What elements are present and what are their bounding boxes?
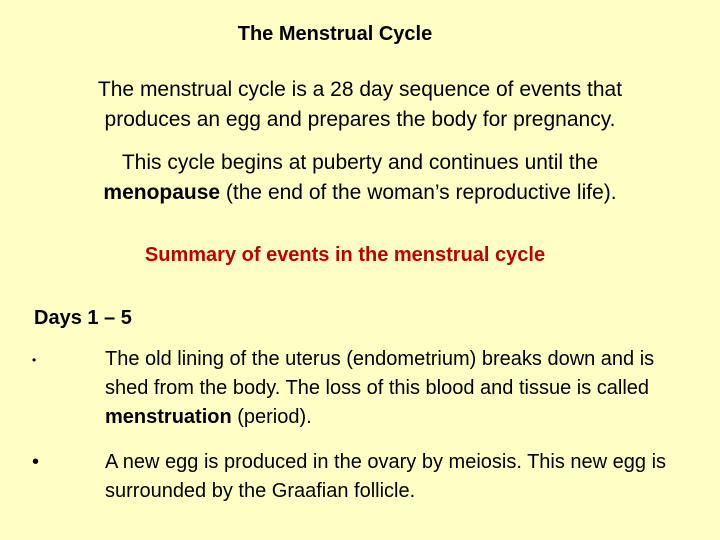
menopause-term: menopause [103, 181, 221, 204]
intro-paragraph [10, 75, 710, 135]
bullet-1-text-before: The old lining of the uterus (endometrium) breaks down and is shed from the body. The loss of this blood and tissue is called [105, 348, 655, 399]
summary-heading: Summary of events in the menstrual cycle [144, 244, 546, 266]
bullet-text-1 [105, 345, 685, 432]
bullet-marker-1 [32, 343, 36, 375]
bullet-text-2: A new egg is produced in the ovary by meiosis. This new egg is surrounded by the Graafian follicle. [105, 451, 667, 502]
bullet-1-text-after: (period). [231, 406, 312, 428]
cycle-line-1: This cycle begins at puberty and continues until the [121, 151, 599, 174]
intro-line-2: produces an egg and prepares the body for pregnancy. [104, 108, 616, 131]
bullet-dot: • [32, 353, 37, 367]
page-title: The Menstrual Cycle [237, 23, 433, 45]
bullet-dot: • [32, 451, 40, 473]
intro-line-1: The menstrual cycle is a 28 day sequence of events that [97, 78, 623, 101]
menstruation-term: menstruation [105, 406, 232, 428]
section-heading-days: Days 1 – 5 [34, 307, 132, 329]
cycle-line-2-rest: (the end of the woman’s reproductive life). [220, 181, 617, 204]
bullet-marker-2 [32, 447, 39, 477]
cycle-paragraph [10, 148, 710, 208]
